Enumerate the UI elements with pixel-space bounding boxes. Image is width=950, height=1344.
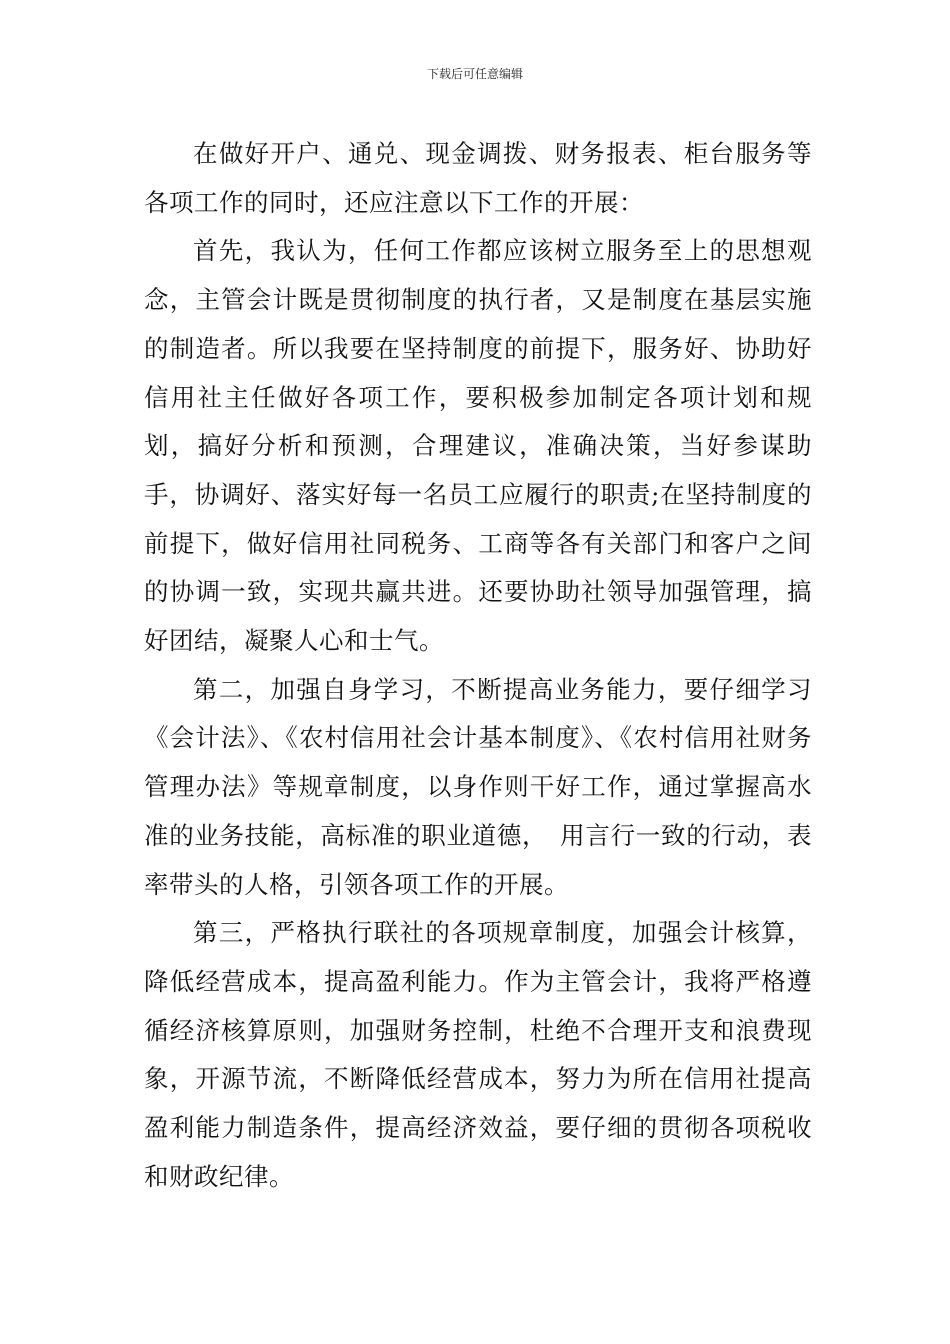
document-body xyxy=(144,130,812,1201)
page-header: 下载后可任意编辑 xyxy=(426,67,523,81)
paragraph-second: 第二，加强自身学习，不断提高业务能力，要仔细学习《会计法》、《农村信用社会计基本制度》、《农村信用社财务管理办法》等规章制度，以身作则干好工作，通过掌握高水准的业务技能，高标准的职业道德， 用言行一致的行动，表率带头的人格，引领各项工作的开展。 xyxy=(144,674,812,899)
paragraph-intro: 在做好开户、通兑、现金调拨、财务报表、柜台服务等各项工作的同时，还应注意以下工作的开展： xyxy=(144,139,812,217)
paragraph-third: 第三，严格执行联社的各项规章制度，加强会计核算，降低经营成本，提高盈利能力。作为主管会计，我将严格遵循经济核算原则，加强财务控制，杜绝不合理开支和浪费现象，开源节流，不断降低经营成本，努力为所在信用社提高盈利能力制造条件，提高经济效益，要仔细的贯彻各项税收和财政纪律。 xyxy=(144,918,812,1191)
paragraph-first: 首先，我认为，任何工作都应该树立服务至上的思想观念，主管会计既是贯彻制度的执行者，又是制度在基层实施的制造者。所以我要在坚持制度的前提下，服务好、协助好信用社主任做好各项工作，要积极参加制定各项计划和规划，搞好分析和预测，合理建议，准确决策，当好参谋助手，协调好、落实好每一名员工应履行的职责;在坚持制度的前提下，做好信用社同税务、工商等各有关部门和客户之间的协调一致，实现共赢共进。还要协助社领导加强管理，搞好团结，凝聚人心和士气。 xyxy=(144,236,812,656)
